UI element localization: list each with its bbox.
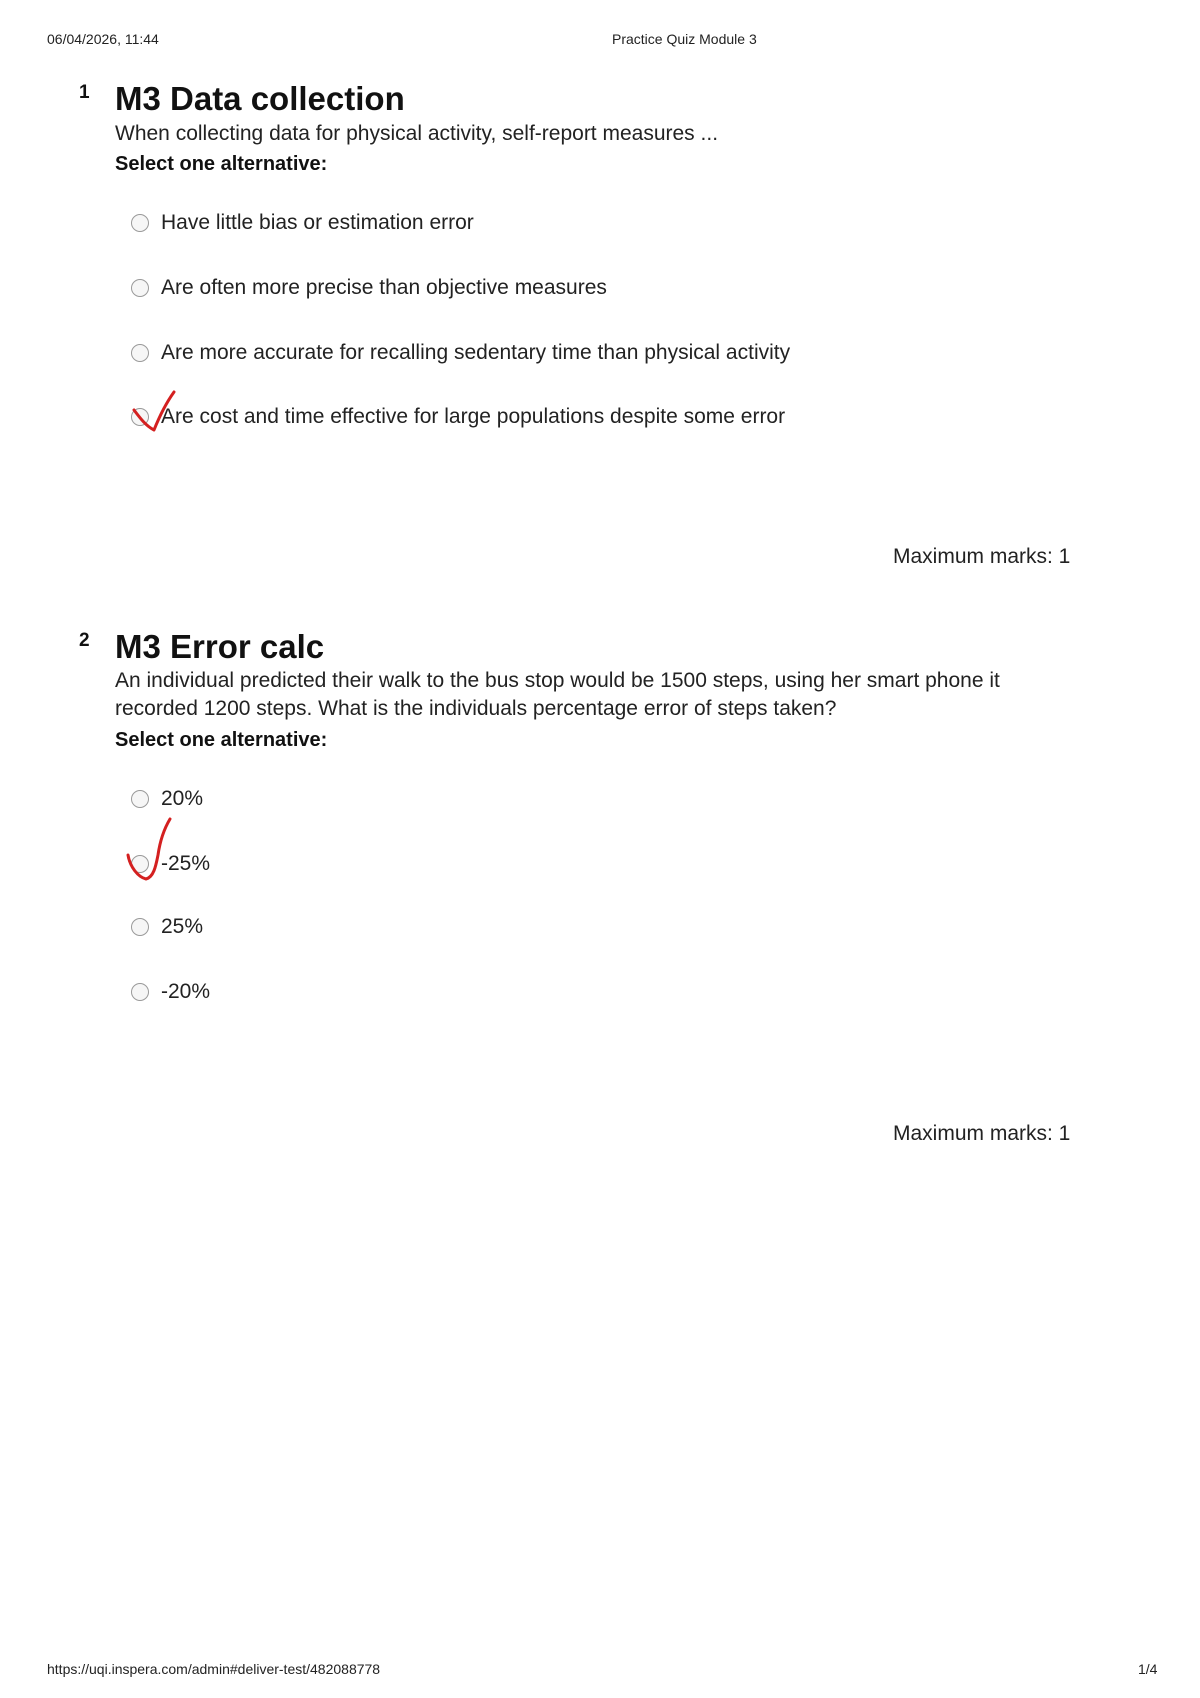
maximum-marks: Maximum marks: 1 <box>893 545 1071 568</box>
maximum-marks: Maximum marks: 1 <box>893 1122 1071 1145</box>
source-url: https://uqi.inspera.com/admin#deliver-test/482088778 <box>47 1661 381 1677</box>
answer-option-label: Have little bias or estimation error <box>161 211 474 234</box>
answer-option[interactable] <box>131 784 203 814</box>
answer-option-label: Are often more precise than objective measures <box>161 276 607 299</box>
handwritten-checkmark-icon <box>124 815 184 887</box>
answer-option-label: -25% <box>161 852 211 875</box>
answer-option-label: -20% <box>161 980 211 1003</box>
radio-button[interactable] <box>131 918 149 936</box>
document-title: Practice Quiz Module 3 <box>612 31 757 47</box>
radio-button[interactable] <box>131 214 149 232</box>
radio-button[interactable] <box>131 790 149 808</box>
answer-option-label: 20% <box>161 787 204 810</box>
question-text: When collecting data for physical activity, self-report measures ... <box>115 122 719 145</box>
question-title: M3 Error calc <box>115 628 325 665</box>
print-datetime: 06/04/2026, 11:44 <box>47 31 159 47</box>
question-title: M3 Data collection <box>115 80 405 117</box>
answer-option[interactable] <box>131 208 474 238</box>
answer-option[interactable] <box>131 338 790 368</box>
answer-option[interactable] <box>131 273 607 303</box>
answer-option-label: Are cost and time effective for large populations despite some error <box>161 405 786 428</box>
radio-button[interactable] <box>131 344 149 362</box>
page-number: 1/4 <box>1138 1661 1158 1677</box>
question-number: 1 <box>79 82 90 103</box>
question-instruction: Select one alternative: <box>115 153 328 175</box>
question-number: 2 <box>79 630 90 651</box>
handwritten-checkmark-icon <box>128 388 188 438</box>
answer-option[interactable] <box>131 912 203 942</box>
radio-button[interactable] <box>131 983 149 1001</box>
answer-option-label: 25% <box>161 915 204 938</box>
answer-option-label: Are more accurate for recalling sedentary time than physical activity <box>161 341 791 364</box>
question-instruction: Select one alternative: <box>115 729 328 751</box>
question-text: An individual predicted their walk to the bus stop would be 1500 steps, using her smart phone it recorded 1200 steps. What is the individuals percentage error of steps taken? <box>115 669 1000 720</box>
answer-option[interactable] <box>131 402 785 432</box>
answer-option[interactable] <box>131 977 210 1007</box>
radio-button[interactable] <box>131 279 149 297</box>
